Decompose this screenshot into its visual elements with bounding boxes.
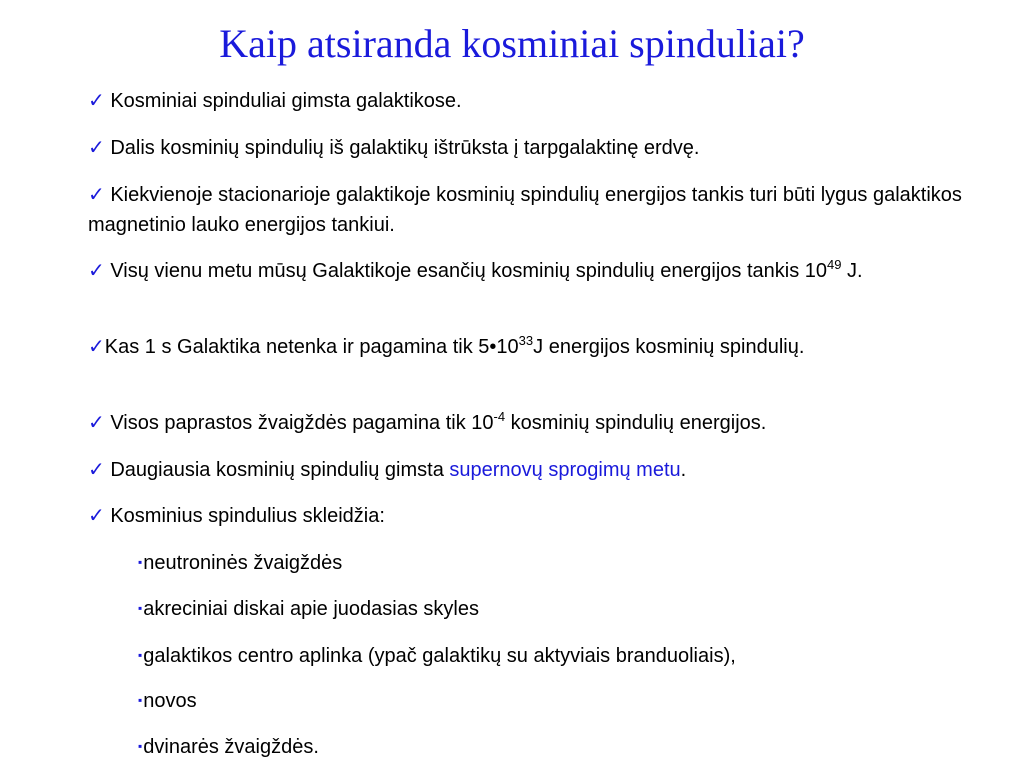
bullet-text: Kosminius spindulius skleidžia: xyxy=(110,505,385,527)
exponent: -4 xyxy=(493,409,506,424)
square-bullet-icon: ▪ xyxy=(138,648,143,662)
checkmark-icon: ✓ xyxy=(88,90,105,112)
bullet-item-1 xyxy=(88,86,988,116)
checkmark-icon: ✓ xyxy=(88,184,105,206)
source-item-1 xyxy=(138,547,988,578)
bullet-text xyxy=(110,257,863,282)
square-bullet-icon: ▪ xyxy=(138,601,143,615)
checkmark-icon: ✓ xyxy=(88,505,105,527)
bullet-item-7 xyxy=(88,455,988,485)
exponent: 33 xyxy=(518,333,534,348)
source-item-3 xyxy=(138,640,988,671)
bullet-text-before: Kas 1 s Galaktika netenka ir pagamina tik 5•10 xyxy=(104,336,519,358)
bullet-item-5 xyxy=(88,332,988,362)
bullet-text-after: J energijos kosminių spindulių. xyxy=(533,336,805,358)
bullet-item-6 xyxy=(88,408,988,438)
slide-title: Kaip atsiranda kosminiai spinduliai? xyxy=(219,21,805,66)
checkmark-icon: ✓ xyxy=(88,260,105,282)
bullet-text xyxy=(110,409,767,434)
bullet-text xyxy=(104,333,805,358)
bullet-text: Kiekvienoje stacionarioje galaktikoje kosminių spindulių energijos tankis turi būti lygus galaktikos magnetinio lauko energijos tankiui. xyxy=(88,184,962,236)
bullet-text xyxy=(110,459,686,481)
source-text: novos xyxy=(143,690,197,712)
checkmark-icon: ✓ xyxy=(88,459,105,481)
source-text: dvinarės žvaigždės. xyxy=(143,736,319,758)
bullet-text-after: kosminių spindulių energijos. xyxy=(505,412,767,434)
bullet-text-before: Visos paprastos žvaigždės pagamina tik 10 xyxy=(110,412,494,434)
source-item-2 xyxy=(138,593,988,624)
square-bullet-icon: ▪ xyxy=(138,555,143,569)
exponent: 49 xyxy=(827,257,842,272)
bullet-text: Dalis kosminių spindulių iš galaktikų ištrūksta į tarpgalaktinę erdvę. xyxy=(110,137,700,159)
bullet-item-8 xyxy=(88,501,988,531)
checkmark-icon: ✓ xyxy=(88,137,105,159)
highlighted-text: supernovų sprogimų metu xyxy=(449,459,681,481)
square-bullet-icon: ▪ xyxy=(138,739,143,753)
source-item-5 xyxy=(138,731,988,762)
bullet-text-before: Daugiausia kosminių spindulių gimsta xyxy=(110,459,450,481)
bullet-text-after: J. xyxy=(841,260,863,282)
checkmark-icon: ✓ xyxy=(88,336,105,358)
bullet-text-before: Visų vienu metu mūsų Galaktikoje esančių kosminių spindulių energijos tankis 10 xyxy=(110,260,828,282)
bullet-text: Kosminiai spinduliai gimsta galaktikose. xyxy=(110,90,462,112)
source-item-4 xyxy=(138,685,988,716)
source-text: galaktikos centro aplinka (ypač galaktikų su aktyviais branduoliais), xyxy=(143,645,736,667)
checkmark-icon: ✓ xyxy=(88,412,105,434)
square-bullet-icon: ▪ xyxy=(138,693,143,707)
bullet-text-after: . xyxy=(680,459,687,481)
bullet-item-3 xyxy=(88,180,988,240)
bullet-item-2 xyxy=(88,133,988,163)
source-text: akreciniai diskai apie juodasias skyles xyxy=(143,598,479,620)
source-text: neutroninės žvaigždės xyxy=(143,552,343,574)
bullet-item-4 xyxy=(88,256,988,286)
